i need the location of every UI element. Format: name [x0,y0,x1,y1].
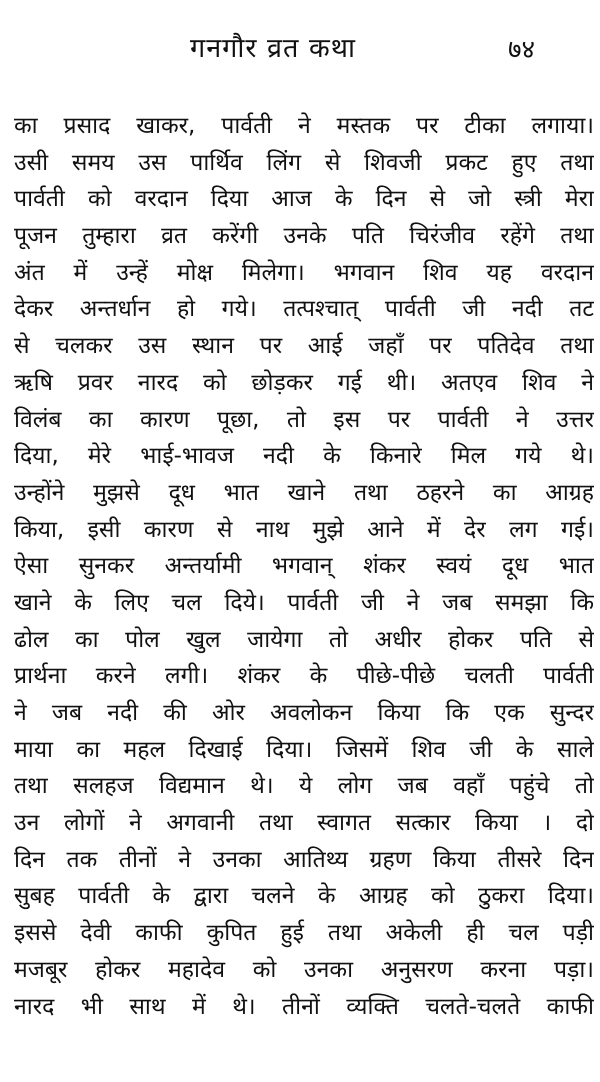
running-title: गनगौर व्रत कथा [190,33,356,64]
text-line: नारद भी साथ में थे। तीनों व्यक्ति चलते-चलते काफी [14,993,594,1020]
text-line: दिन तक तीनों ने उनका आतिथ्य ग्रहण किया तीसरे दिन [14,846,594,873]
page-header [0,28,600,68]
text-line: पार्वती को वरदान दिया आज के दिन से जो स्त्री मेरा [14,186,594,213]
text-line: विलंब का कारण पूछा, तो इस पर पार्वती ने उत्तर [14,406,594,433]
text-line: से चलकर उस स्थान पर आई जहाँ पर पतिदेव तथा [14,333,594,360]
text-line: किया, इसी कारण से नाथ मुझे आने में देर लग गई। [14,516,594,543]
text-line: उन लोगों ने अगवानी तथा स्वागत सत्कार किया । दो [14,810,594,837]
text-line: पूजन तुम्हारा व्रत करेंगी उनके पति चिरंजीव रहेंगे तथा [14,223,594,250]
text-line: का प्रसाद खाकर, पार्वती ने मस्तक पर टीका लगाया। [14,113,594,139]
text-line: उसी समय उस पार्थिव लिंग से शिवजी प्रकट हुए तथा [14,149,594,176]
text-line: अंत में उन्हें मोक्ष मिलेगा। भगवान शिव यह वरदान [14,259,594,286]
page-number: ७४ [508,35,536,65]
body-text [14,108,594,1025]
text-line: मजबूर होकर महादेव को उनका अनुसरण करना पड़ा। [14,956,594,983]
text-line: उन्होंने मुझसे दूध भात खाने तथा ठहरने का आग्रह [14,479,594,506]
text-line: तथा सलहज विद्यमान थे। ये लोग जब वहाँ पहुंचे तो [14,773,594,800]
text-line: देकर अन्तर्धान हो गये। तत्पश्चात् पार्वती जी नदी तट [14,296,594,323]
text-line: खाने के लिए चल दिये। पार्वती जी ने जब समझा कि [14,589,594,616]
text-line: इससे देवी काफी कुपित हुई तथा अकेली ही चल पड़ी [14,920,594,947]
text-line: माया का महल दिखाई दिया। जिसमें शिव जी के साले [14,736,594,763]
text-line: प्रार्थना करने लगी। शंकर के पीछे-पीछे चलती पार्वती [14,663,594,690]
text-line: ढोल का पोल खुल जायेगा तो अधीर होकर पति से [14,626,594,653]
text-line: ऋषि प्रवर नारद को छोड़कर गई थी। अतएव शिव ने [14,369,594,396]
text-line: दिया, मेरे भाई-भावज नदी के किनारे मिल गये थे। [14,443,594,470]
text-line: ने जब नदी की ओर अवलोकन किया कि एक सुन्दर [14,700,594,726]
text-line: सुबह पार्वती के द्वारा चलने के आग्रह को ठुकरा दिया। [14,883,594,910]
text-line: ऐसा सुनकर अन्तर्यामी भगवान् शंकर स्वयं दूध भात [14,553,594,580]
